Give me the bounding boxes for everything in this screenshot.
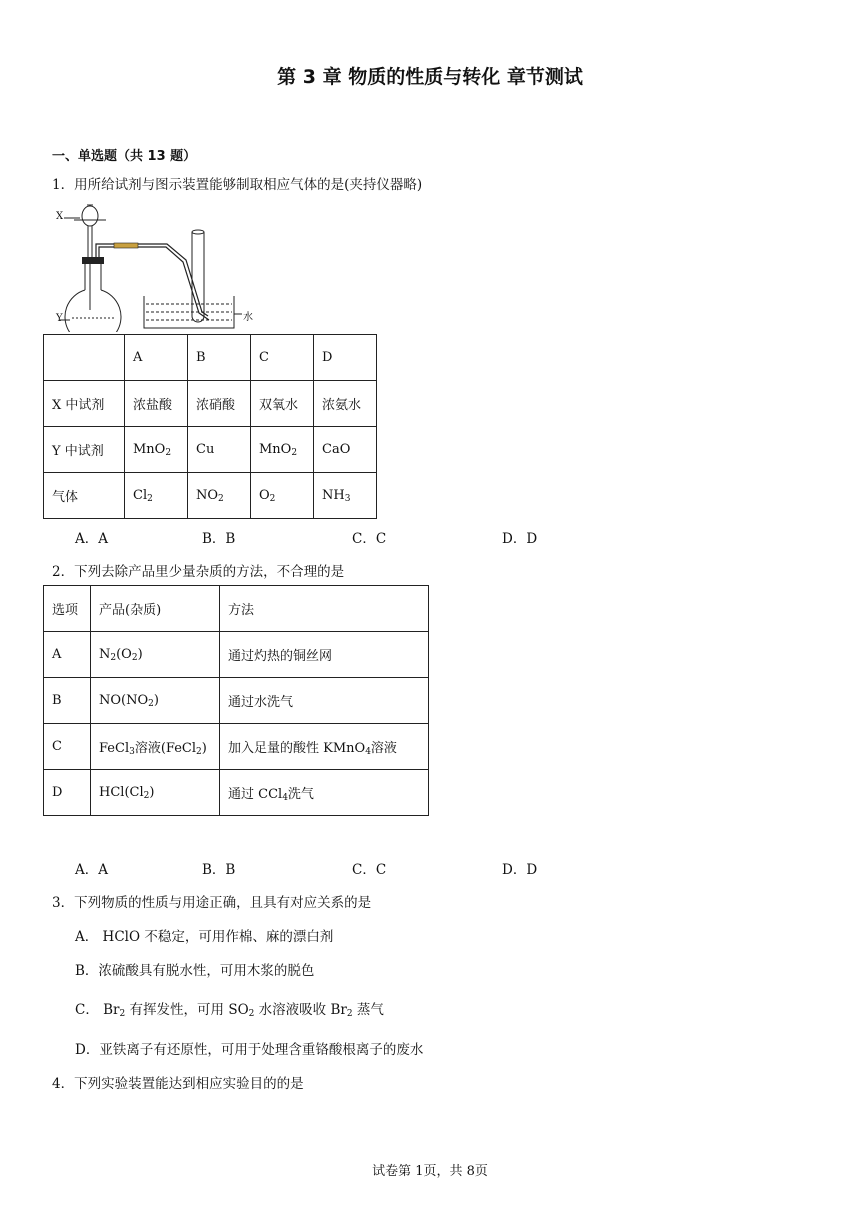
table-cell: $NO_2$	[188, 473, 251, 519]
table-cell: MnO$_2$	[251, 427, 314, 473]
question-1-table	[43, 334, 377, 519]
table-cell: $O_2$	[251, 473, 314, 519]
table-cell: FeCl$_3$溶液(FeCl$_2$)	[91, 724, 220, 770]
q2-option-a[interactable]: A．A	[75, 862, 108, 878]
table-cell: 方法	[220, 586, 429, 632]
label-x: X	[56, 211, 64, 222]
table-row	[44, 381, 377, 427]
table-cell: $Cl_2$	[125, 473, 188, 519]
table-cell: 双氧水	[251, 381, 314, 427]
gas-apparatus-diagram	[52, 200, 262, 332]
table-cell: 加入足量的酸性 KMnO$_4$溶液	[220, 724, 429, 770]
q2-option-c[interactable]: C．C	[352, 862, 387, 878]
table-cell: 浓硝酸	[188, 381, 251, 427]
table-cell: 选项	[44, 586, 91, 632]
table-cell: $NH_3$	[314, 473, 377, 519]
table-row	[44, 770, 429, 816]
table-cell: C	[44, 724, 91, 770]
table-row	[44, 586, 429, 632]
q1-option-b[interactable]: B．B	[202, 531, 236, 547]
table-cell	[44, 335, 125, 381]
table-row	[44, 678, 429, 724]
table-cell: $HCl(Cl_2)$	[91, 770, 220, 816]
label-y: Y	[56, 313, 63, 324]
table-cell: 通过水洗气	[220, 678, 429, 724]
table-cell: A	[125, 335, 188, 381]
question-3-stem: 3．下列物质的性质与用途正确，且具有对应关系的是	[52, 895, 372, 911]
label-water: 水	[243, 312, 253, 323]
question-2-table	[43, 585, 429, 816]
table-cell: A	[44, 632, 91, 678]
page-footer: 试卷第 1页，共 8页	[372, 1164, 488, 1179]
table-row	[44, 724, 429, 770]
section-heading: 一、单选题（共 13 题）	[52, 149, 197, 164]
table-cell: $NO(NO_2)$	[91, 678, 220, 724]
table-cell: 产品(杂质)	[91, 586, 220, 632]
table-cell: 浓氨水	[314, 381, 377, 427]
table-cell: X 中试剂	[44, 381, 125, 427]
table-cell: 气体	[44, 473, 125, 519]
table-row	[44, 335, 377, 381]
table-cell: B	[188, 335, 251, 381]
table-cell: 通过 CCl$_4$洗气	[220, 770, 429, 816]
question-2-stem: 2．下列去除产品里少量杂质的方法，不合理的是	[52, 564, 345, 580]
table-cell: C	[251, 335, 314, 381]
table-cell: D	[314, 335, 377, 381]
table-row	[44, 427, 377, 473]
table-cell: Cu	[188, 427, 251, 473]
q1-option-c[interactable]: C．C	[352, 531, 387, 547]
question-1-stem: 1．用所给试剂与图示装置能够制取相应气体的是(夹持仪器略)	[52, 177, 423, 193]
q1-option-d[interactable]: D．D	[502, 531, 538, 547]
table-cell: 通过灼热的铜丝网	[220, 632, 429, 678]
q1-option-a[interactable]: A．A	[75, 531, 108, 547]
table-cell: $N_2(O_2)$	[91, 632, 220, 678]
q2-option-b[interactable]: B．B	[202, 862, 236, 878]
table-cell: CaO	[314, 427, 377, 473]
page-title: 第 3 章 物质的性质与转化 章节测试	[277, 66, 583, 88]
table-cell: B	[44, 678, 91, 724]
q3-option-a[interactable]: A． HClO 不稳定，可用作棉、麻的漂白剂	[75, 929, 334, 945]
question-4-stem: 4．下列实验装置能达到相应实验目的的是	[52, 1076, 304, 1092]
table-row	[44, 473, 377, 519]
q3-option-b[interactable]: B．浓硫酸具有脱水性，可用木浆的脱色	[75, 963, 315, 979]
table-cell: D	[44, 770, 91, 816]
table-row	[44, 632, 429, 678]
table-cell: MnO$_2$	[125, 427, 188, 473]
q2-option-d[interactable]: D．D	[502, 862, 538, 878]
q3-option-d[interactable]: D．亚铁离子有还原性，可用于处理含重铬酸根离子的废水	[75, 1042, 424, 1058]
table-cell: Y 中试剂	[44, 427, 125, 473]
q3-option-c[interactable]: C． $Br_2$ 有挥发性，可用 $SO_2$ 水溶液吸收 $Br_2$ 蒸气	[75, 1002, 384, 1019]
table-cell: 浓盐酸	[125, 381, 188, 427]
